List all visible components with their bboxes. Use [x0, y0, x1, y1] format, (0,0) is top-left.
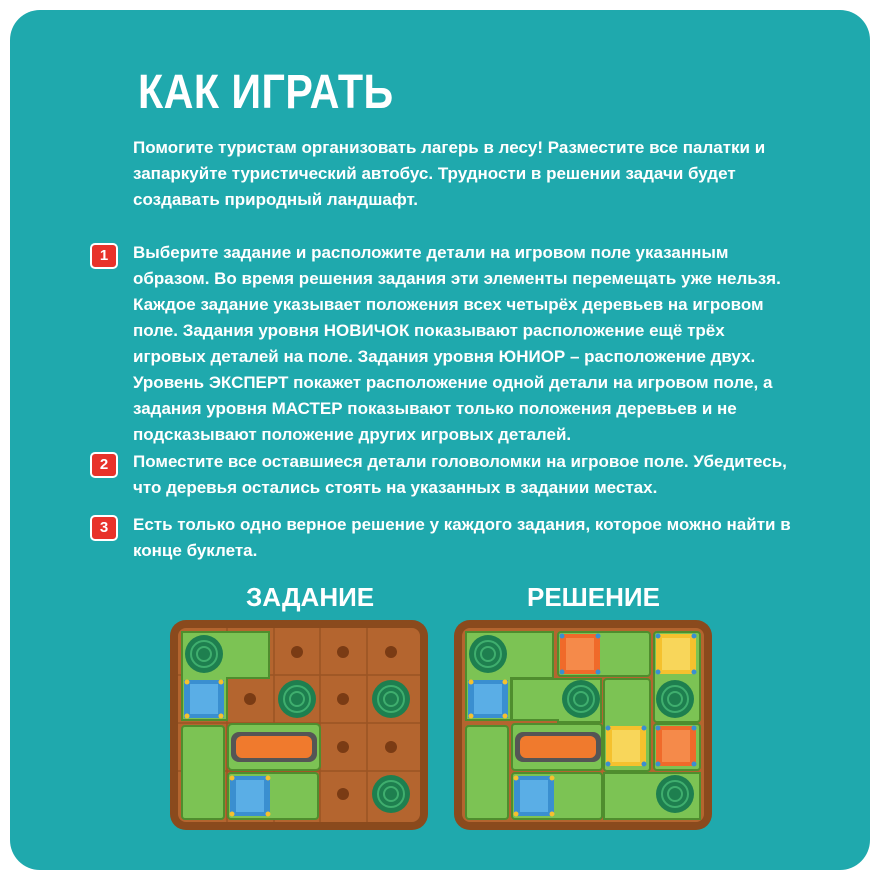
tree-icon: [469, 635, 507, 673]
tree-icon: [372, 775, 410, 813]
tree-icon: [656, 680, 694, 718]
solution-label: РЕШЕНИЕ: [527, 582, 660, 612]
tent-blue-icon: [514, 776, 555, 817]
tent-orange-icon: [656, 726, 697, 767]
grass-piece: [182, 726, 224, 819]
tree-icon: [185, 635, 223, 673]
tree-icon: [372, 680, 410, 718]
bus-icon: [231, 732, 317, 762]
tent-blue-icon: [468, 680, 508, 719]
peg-hole: [337, 646, 349, 658]
peg-hole: [385, 646, 397, 658]
tent-yellow-icon: [606, 726, 647, 767]
tent-orange-icon: [560, 634, 601, 675]
step-number-badge: 2: [90, 452, 118, 478]
tree-icon: [562, 680, 600, 718]
grass-piece: [466, 726, 508, 819]
tree-icon: [278, 680, 316, 718]
step-number-badge: 3: [90, 515, 118, 541]
tent-blue-icon: [230, 776, 271, 817]
peg-hole: [385, 741, 397, 753]
peg-hole: [337, 788, 349, 800]
step-text: Есть только одно верное решение у каждого задания, которое можно найти в конце буклета.: [133, 515, 791, 560]
step-number-badge: 1: [90, 243, 118, 269]
tent-yellow-icon: [656, 634, 697, 675]
peg-hole: [244, 693, 256, 705]
tree-icon: [656, 775, 694, 813]
peg-hole: [337, 741, 349, 753]
task-label: ЗАДАНИЕ: [246, 582, 375, 612]
intro-paragraph: Помогите туристам организовать лагерь в лесу! Разместите все палатки и запаркуйте туристический автобус. Трудности в решении задачи будет создавать природный ландшафт.: [133, 138, 766, 209]
solution-board: [454, 620, 712, 830]
peg-hole: [337, 693, 349, 705]
step-text: Выберите задание и расположите детали на игровом поле указанным образом. Во время решения задания эти элементы перемещать уже нельзя. Каждое задание указывает положения всех четырёх деревьев на игровом поле. Задания уровня НОВИЧОК показывают расположение ещё трёх игровых деталей на поле. Задания уровня ЮНИОР – расположение двух. Уровень ЭКСПЕРТ покажет расположение одной детали на игровом поле, а задания уровня МАСТЕР показывают только положения деревьев и не подсказывают положение других игровых деталей.: [133, 243, 781, 444]
tent-blue-icon: [184, 680, 224, 719]
task-board: [170, 620, 428, 830]
page-title: КАК ИГРАТЬ: [138, 66, 394, 119]
step-text: Поместите все оставшиеся детали головоломки на игровое поле. Убедитесь, что деревья остались стоять на указанных в задании местах.: [133, 452, 787, 497]
peg-hole: [291, 646, 303, 658]
bus-icon: [515, 732, 601, 762]
